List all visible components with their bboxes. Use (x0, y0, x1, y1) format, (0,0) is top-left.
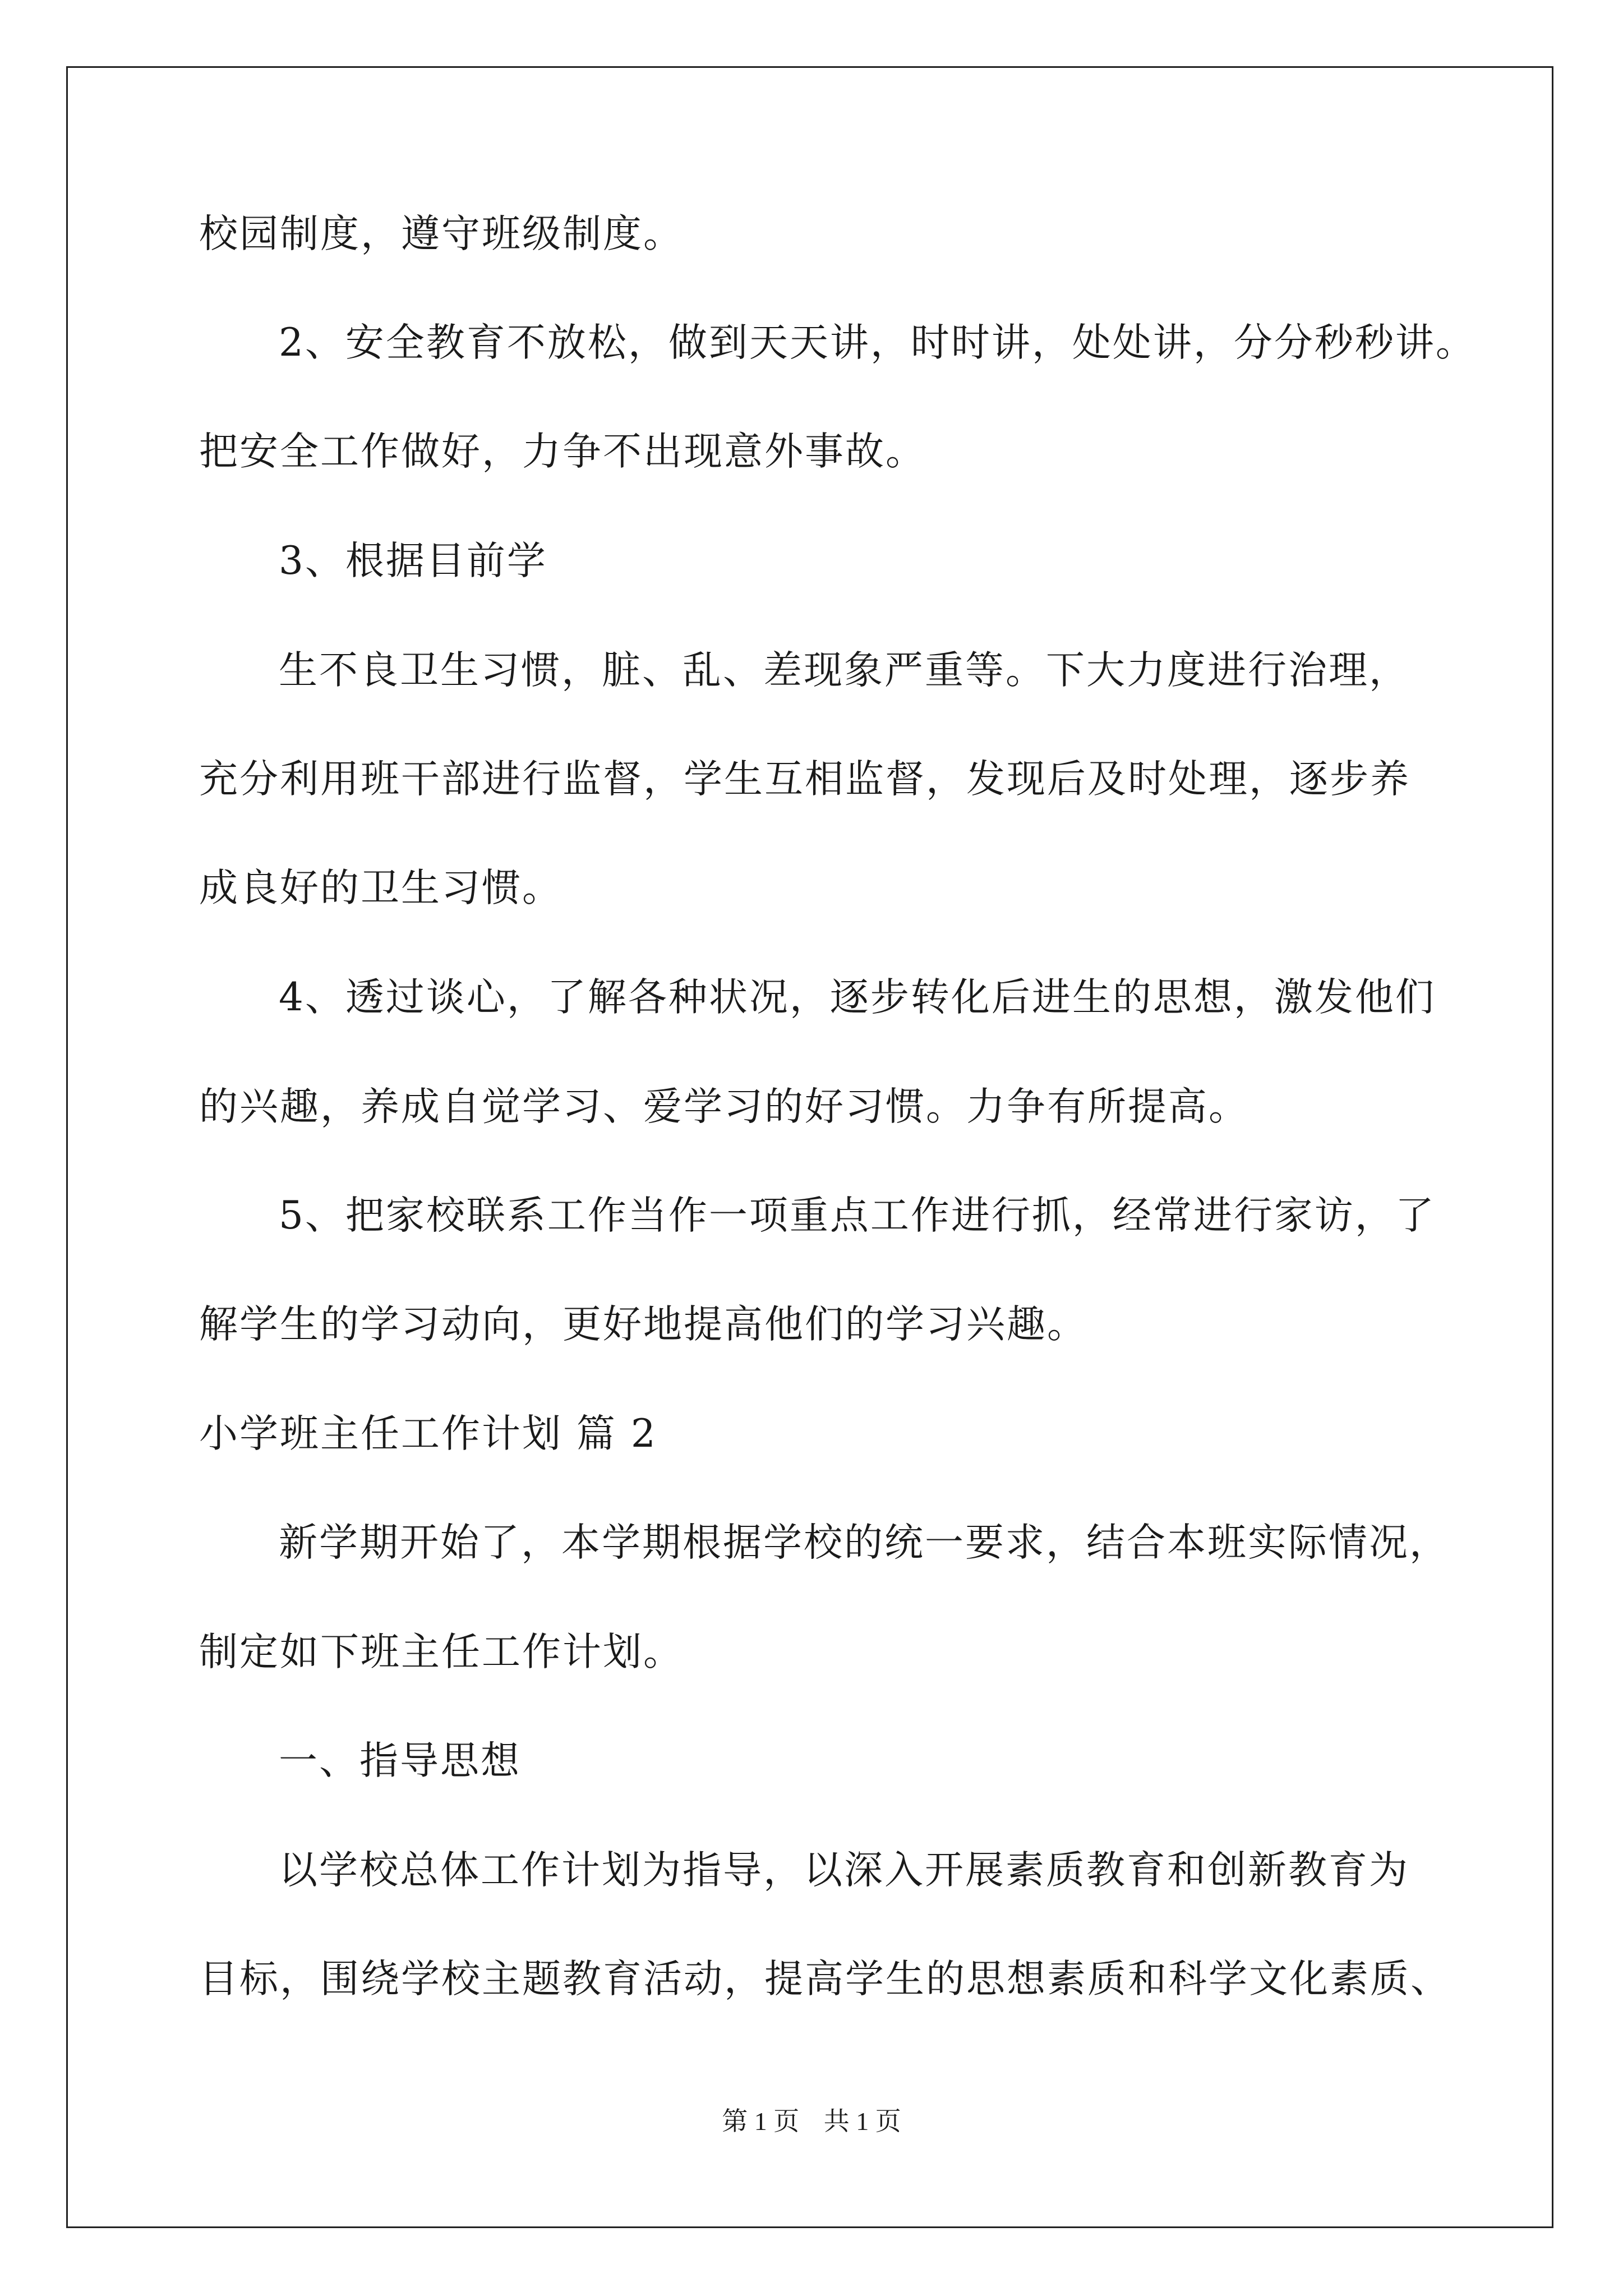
text-line: 目标，围绕学校主题教育活动，提高学生的思想素质和科学文化素质、 (199, 1957, 1451, 2001)
text-line: 校园制度，遵守班级制度。 (199, 211, 684, 256)
text-line: 4、透过谈心，了解各种状况，逐步转化后进生的思想，激发他们 (279, 975, 1436, 1020)
page-footer (0, 2105, 1623, 2138)
subheading: 一、指导思想 (279, 1738, 521, 1783)
page-number: 第 1 页 (722, 2107, 800, 2136)
text-line: 制定如下班主任工作计划。 (199, 1630, 684, 1674)
text-line: 把安全工作做好，力争不出现意外事故。 (199, 429, 926, 474)
text-line: 的兴趣，养成自觉学习、爱学习的好习惯。力争有所提高。 (199, 1084, 1249, 1129)
text-line: 5、把家校联系工作当作一项重点工作进行抓，经常进行家访，了 (279, 1193, 1436, 1238)
page-total: 共 1 页 (823, 2107, 901, 2136)
text-line: 3、根据目前学 (279, 539, 547, 583)
text-line: 充分利用班干部进行监督，学生互相监督，发现后及时处理，逐步养 (199, 757, 1410, 802)
section-heading: 小学班主任工作计划 篇 2 (199, 1411, 657, 1456)
page-border (66, 66, 1553, 2228)
text-line: 新学期开始了，本学期根据学校的统一要求，结合本班实际情况， (279, 1520, 1450, 1565)
text-line: 生不良卫生习惯，脏、乱、差现象严重等。下大力度进行治理， (279, 648, 1409, 693)
text-line: 2、安全教育不放松，做到天天讲，时时讲，处处讲，分分秒秒讲。 (279, 320, 1476, 365)
text-line: 成良好的卫生习惯。 (199, 866, 562, 910)
text-line: 以学校总体工作计划为指导，以深入开展素质教育和创新教育为 (279, 1848, 1409, 1893)
text-line: 解学生的学习动向，更好地提高他们的学习兴趣。 (199, 1302, 1087, 1347)
